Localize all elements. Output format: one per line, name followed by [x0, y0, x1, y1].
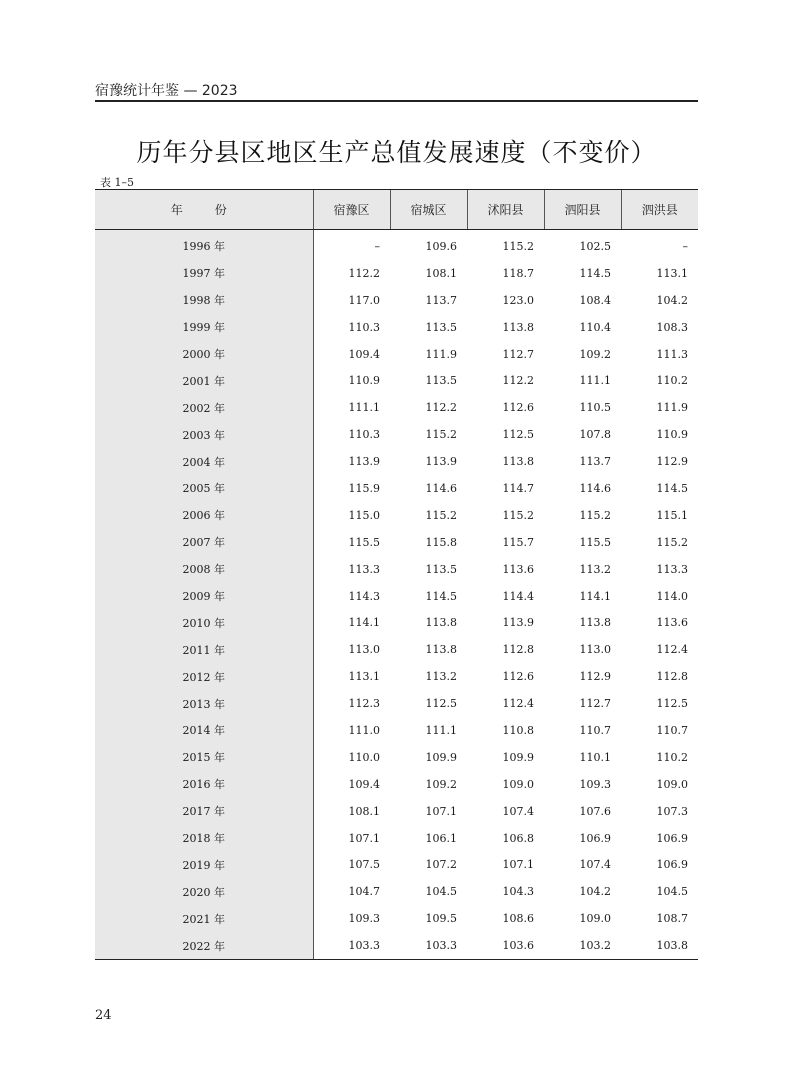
value-cell: 110.0 — [348, 750, 380, 764]
value-cell: 115.2 — [656, 535, 688, 549]
table-row — [95, 798, 698, 825]
value-cell: 112.7 — [502, 347, 534, 361]
value-cell: 108.1 — [425, 266, 457, 280]
year-cell: 2010 年 — [95, 609, 313, 636]
value-cell: 115.1 — [656, 508, 688, 522]
value-cell: 113.9 — [348, 455, 380, 469]
value-cell: 104.3 — [502, 885, 534, 899]
value-cell: 112.8 — [656, 670, 688, 684]
value-cell: 115.7 — [502, 535, 534, 549]
value-cell: 113.0 — [348, 643, 380, 657]
value-cell: 113.8 — [425, 616, 457, 630]
value-cell: 107.1 — [348, 831, 380, 845]
value-cell: 104.2 — [656, 293, 688, 307]
table-row — [95, 230, 698, 260]
value-cell: 107.3 — [656, 804, 688, 818]
table-row — [95, 932, 698, 959]
value-cell: 106.8 — [502, 831, 534, 845]
value-cell: 113.9 — [425, 455, 457, 469]
value-cell: 114.0 — [656, 589, 688, 603]
value-cell: 109.3 — [579, 777, 611, 791]
table-row — [95, 341, 698, 368]
value-cell: 108.6 — [502, 912, 534, 926]
value-cell: 109.4 — [348, 347, 380, 361]
value-cell: 112.9 — [579, 670, 611, 684]
value-cell: 110.9 — [348, 374, 380, 388]
value-cell: 113.8 — [502, 320, 534, 334]
value-cell: 123.0 — [502, 293, 534, 307]
value-cell: 111.0 — [348, 723, 380, 737]
table-row — [95, 663, 698, 690]
value-cell: – — [682, 239, 688, 253]
year-cell: 2006 年 — [95, 502, 313, 529]
value-cell: 103.2 — [544, 932, 621, 959]
year-cell: 2004 年 — [95, 448, 313, 475]
value-cell: 115.5 — [348, 535, 380, 549]
value-cell: 111.9 — [425, 347, 457, 361]
value-cell: 113.2 — [579, 562, 611, 576]
value-cell: 103.3 — [390, 932, 467, 959]
year-cell: 2013 年 — [95, 690, 313, 717]
value-cell: 112.5 — [425, 697, 457, 711]
column-header-district: 宿豫区 — [313, 190, 390, 230]
value-cell: 107.8 — [579, 428, 611, 442]
table-label: 表 1–5 — [100, 176, 134, 189]
value-cell: 110.8 — [502, 723, 534, 737]
table-row — [95, 744, 698, 771]
table-row — [95, 717, 698, 744]
value-cell: 110.3 — [348, 428, 380, 442]
year-cell: 2003 年 — [95, 421, 313, 448]
value-cell: 109.0 — [579, 912, 611, 926]
value-cell: 109.2 — [579, 347, 611, 361]
value-cell: 114.1 — [579, 589, 611, 603]
value-cell: 107.4 — [502, 804, 534, 818]
table-row — [95, 287, 698, 314]
data-table-container — [95, 189, 698, 960]
value-cell: 104.7 — [348, 885, 380, 899]
value-cell: 111.1 — [425, 723, 457, 737]
table-row — [95, 636, 698, 663]
value-cell: 107.2 — [425, 858, 457, 872]
year-cell: 2005 年 — [95, 475, 313, 502]
value-cell: 113.5 — [425, 374, 457, 388]
value-cell: 113.3 — [348, 562, 380, 576]
value-cell: 114.1 — [348, 616, 380, 630]
value-cell: 103.8 — [621, 932, 698, 959]
table-row — [95, 314, 698, 341]
table-row — [95, 367, 698, 394]
value-cell: 106.9 — [656, 858, 688, 872]
value-cell: 114.5 — [425, 589, 457, 603]
value-cell: 109.6 — [425, 239, 457, 253]
year-cell: 2019 年 — [95, 851, 313, 878]
value-cell: 107.4 — [579, 858, 611, 872]
value-cell: 115.9 — [348, 481, 380, 495]
value-cell: 114.7 — [502, 481, 534, 495]
value-cell: 108.7 — [656, 912, 688, 926]
value-cell: 115.2 — [579, 508, 611, 522]
value-cell: 114.4 — [502, 589, 534, 603]
value-cell: 115.8 — [425, 535, 457, 549]
value-cell: 112.8 — [502, 643, 534, 657]
data-table — [95, 189, 698, 960]
value-cell: 112.4 — [656, 643, 688, 657]
value-cell: 108.1 — [348, 804, 380, 818]
value-cell: 112.5 — [502, 428, 534, 442]
value-cell: 113.8 — [425, 643, 457, 657]
value-cell: 115.0 — [348, 508, 380, 522]
value-cell: 107.1 — [425, 804, 457, 818]
value-cell: 112.2 — [502, 374, 534, 388]
value-cell: 112.6 — [502, 670, 534, 684]
value-cell: 109.5 — [425, 912, 457, 926]
year-cell: 2008 年 — [95, 556, 313, 583]
value-cell: 113.6 — [502, 562, 534, 576]
value-cell: 112.2 — [425, 401, 457, 415]
value-cell: 107.1 — [502, 858, 534, 872]
year-cell: 2016 年 — [95, 771, 313, 798]
column-header-district: 宿城区 — [390, 190, 467, 230]
value-cell: 113.8 — [579, 616, 611, 630]
table-row — [95, 878, 698, 905]
year-cell: 2020 年 — [95, 878, 313, 905]
value-cell: 106.9 — [656, 831, 688, 845]
value-cell: 110.7 — [579, 723, 611, 737]
table-row — [95, 690, 698, 717]
year-cell: 2009 年 — [95, 583, 313, 610]
value-cell: 111.9 — [656, 401, 688, 415]
value-cell: 112.9 — [656, 455, 688, 469]
running-header: 宿豫统计年鉴 — 2023 — [95, 83, 238, 99]
value-cell: 102.5 — [579, 239, 611, 253]
table-row — [95, 905, 698, 932]
page-title: 历年分县区地区生产总值发展速度（不变价） — [136, 138, 657, 167]
value-cell: 113.5 — [425, 562, 457, 576]
value-cell: 112.2 — [348, 266, 380, 280]
page-number: 24 — [95, 1008, 112, 1023]
year-cell: 2002 年 — [95, 394, 313, 421]
value-cell: 113.1 — [348, 670, 380, 684]
value-cell: 110.5 — [579, 401, 611, 415]
value-cell: 111.1 — [579, 374, 611, 388]
table-row — [95, 421, 698, 448]
year-cell: 2001 年 — [95, 367, 313, 394]
table-header — [95, 190, 698, 230]
year-cell: 1997 年 — [95, 260, 313, 287]
table-row — [95, 825, 698, 852]
value-cell: 112.6 — [502, 401, 534, 415]
value-cell: 113.5 — [425, 320, 457, 334]
value-cell: 108.4 — [579, 293, 611, 307]
value-cell: 112.4 — [502, 697, 534, 711]
value-cell: 103.6 — [467, 932, 544, 959]
year-cell: 1998 年 — [95, 287, 313, 314]
table-row — [95, 771, 698, 798]
year-cell: 2015 年 — [95, 744, 313, 771]
value-cell: 109.3 — [348, 912, 380, 926]
year-cell: 2021 年 — [95, 905, 313, 932]
value-cell: 110.3 — [348, 320, 380, 334]
value-cell: 115.5 — [579, 535, 611, 549]
year-cell: 2014 年 — [95, 717, 313, 744]
value-cell: 113.2 — [425, 670, 457, 684]
value-cell: 110.7 — [656, 723, 688, 737]
value-cell: 113.8 — [502, 455, 534, 469]
value-cell: 109.9 — [425, 750, 457, 764]
value-cell: 109.4 — [348, 777, 380, 791]
value-cell: 103.3 — [313, 932, 390, 959]
value-cell: 114.5 — [656, 481, 688, 495]
value-cell: 117.0 — [348, 293, 380, 307]
value-cell: 114.3 — [348, 589, 380, 603]
table-row — [95, 475, 698, 502]
value-cell: – — [374, 239, 380, 253]
value-cell: 106.1 — [425, 831, 457, 845]
value-cell: 112.7 — [579, 697, 611, 711]
value-cell: 113.3 — [656, 562, 688, 576]
table-row — [95, 448, 698, 475]
value-cell: 113.9 — [502, 616, 534, 630]
value-cell: 109.2 — [425, 777, 457, 791]
value-cell: 110.4 — [579, 320, 611, 334]
column-header-year: 年 份 — [95, 190, 313, 230]
value-cell: 109.0 — [656, 777, 688, 791]
value-cell: 110.1 — [579, 750, 611, 764]
value-cell: 113.6 — [656, 616, 688, 630]
value-cell: 115.2 — [425, 428, 457, 442]
value-cell: 106.9 — [579, 831, 611, 845]
table-row — [95, 502, 698, 529]
value-cell: 111.1 — [348, 401, 380, 415]
column-header-district: 泗阳县 — [544, 190, 621, 230]
header-rule — [95, 100, 698, 102]
year-cell: 2018 年 — [95, 825, 313, 852]
table-row — [95, 851, 698, 878]
year-cell: 2011 年 — [95, 636, 313, 663]
year-cell: 2022 年 — [95, 932, 313, 959]
value-cell: 113.1 — [656, 266, 688, 280]
value-cell: 107.5 — [348, 858, 380, 872]
year-cell: 2012 年 — [95, 663, 313, 690]
table-row — [95, 583, 698, 610]
table-body — [95, 230, 698, 960]
table-row — [95, 394, 698, 421]
column-header-district: 沭阳县 — [467, 190, 544, 230]
table-row — [95, 260, 698, 287]
year-cell: 2007 年 — [95, 529, 313, 556]
value-cell: 110.2 — [656, 750, 688, 764]
value-cell: 113.7 — [579, 455, 611, 469]
header-row — [95, 190, 698, 230]
value-cell: 112.5 — [656, 697, 688, 711]
year-cell: 1996 年 — [95, 230, 313, 260]
year-cell: 1999 年 — [95, 314, 313, 341]
column-header-district: 泗洪县 — [621, 190, 698, 230]
value-cell: 108.3 — [656, 320, 688, 334]
value-cell: 104.5 — [656, 885, 688, 899]
value-cell: 109.9 — [502, 750, 534, 764]
table-row — [95, 609, 698, 636]
value-cell: 114.5 — [579, 266, 611, 280]
value-cell: 115.2 — [425, 508, 457, 522]
value-cell: 114.6 — [579, 481, 611, 495]
value-cell: 115.2 — [502, 508, 534, 522]
value-cell: 115.2 — [502, 239, 534, 253]
value-cell: 118.7 — [502, 266, 534, 280]
value-cell: 111.3 — [656, 347, 688, 361]
value-cell: 112.3 — [348, 697, 380, 711]
value-cell: 110.9 — [656, 428, 688, 442]
value-cell: 104.2 — [579, 885, 611, 899]
value-cell: 113.0 — [579, 643, 611, 657]
year-cell: 2000 年 — [95, 341, 313, 368]
value-cell: 114.6 — [425, 481, 457, 495]
year-cell: 2017 年 — [95, 798, 313, 825]
value-cell: 109.0 — [502, 777, 534, 791]
value-cell: 107.6 — [579, 804, 611, 818]
value-cell: 110.2 — [656, 374, 688, 388]
value-cell: 104.5 — [425, 885, 457, 899]
table-row — [95, 556, 698, 583]
table-row — [95, 529, 698, 556]
value-cell: 113.7 — [425, 293, 457, 307]
